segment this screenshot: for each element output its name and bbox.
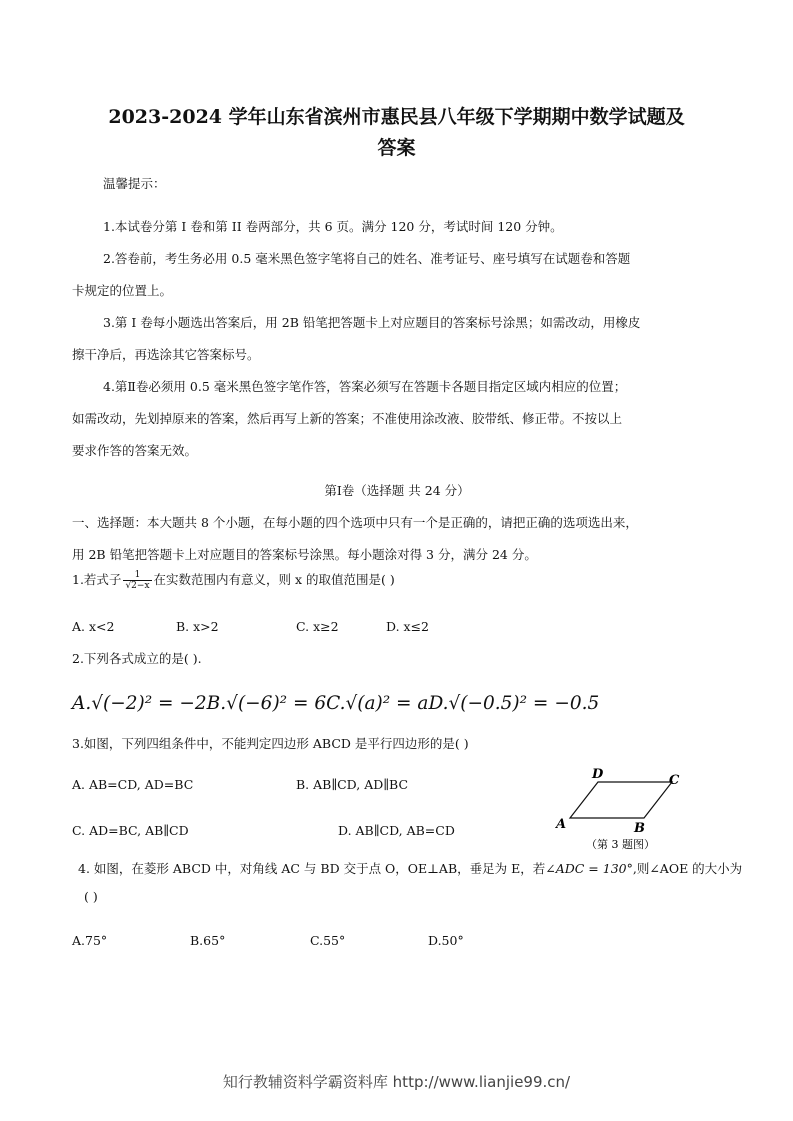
- question-4-angle: ∠ADC = 130°: [545, 861, 633, 876]
- question-1-option-b: B. x>2: [176, 619, 219, 634]
- question-3-option-c: C. AD=BC, AB∥CD: [72, 823, 189, 838]
- tips-item-2-line1: 2.答卷前，考生务必用 0.5 毫米黑色签字笔将自己的姓名、准考证号、座号填写在试题卷和答题: [103, 251, 631, 266]
- vertex-label-c: C: [669, 773, 680, 788]
- question-4-option-c: C.55°: [310, 933, 346, 948]
- question-1-suffix: 在实数范围内有意义，则 x 的取值范围是( ): [153, 572, 395, 587]
- section-intro-line2: 用 2B 铅笔把答题卡上对应题目的答案标号涂黑。每小题涂对得 3 分，满分 24 分。: [72, 547, 537, 562]
- page-footer-watermark: 知行教辅资料学霸资料库 http://www.lianjie99.cn/: [222, 1073, 571, 1091]
- document-title-line2: 答案: [377, 137, 416, 159]
- question-1-option-a: A. x<2: [72, 619, 115, 634]
- figure-caption: （第 3 题图）: [586, 838, 655, 851]
- question-4-stem-a: 4. 如图，在菱形 ABCD 中，对角线 AC 与 BD 交于点 O，OE⊥AB，垂足为 E，若: [78, 861, 546, 876]
- question-4-stem-b: ,则∠AOE 的大小为: [632, 861, 743, 876]
- question-2-stem: 2.下列各式成立的是( ).: [72, 651, 202, 666]
- question-4-answer-paren: ( ): [84, 889, 98, 904]
- vertex-label-b: B: [634, 821, 645, 836]
- parallelogram-shape: [570, 782, 672, 818]
- tips-item-1: 1.本试卷分第 I 卷和第 II 卷两部分，共 6 页。满分 120 分，考试时间 120 分钟。: [103, 219, 563, 234]
- tips-item-2-line2: 卡规定的位置上。: [72, 283, 173, 298]
- fraction-numerator: 1: [123, 570, 151, 581]
- parallelogram-figure: [550, 762, 700, 854]
- question-3-option-d: D. AB∥CD, AB=CD: [338, 823, 455, 838]
- question-3-stem: 3.如图，下列四组条件中，不能判定四边形 ABCD 是平行四边形的是( ): [72, 736, 469, 751]
- tips-heading: 温馨提示：: [103, 176, 166, 191]
- question-4-option-d: D.50°: [428, 933, 464, 948]
- vertex-label-d: D: [592, 767, 604, 782]
- question-4-option-b: B.65°: [190, 933, 226, 948]
- question-1-option-c: C. x≥2: [296, 619, 339, 634]
- question-1-fraction: [123, 570, 151, 591]
- question-2-math-options: A.√(−2)² = −2B.√(−6)² = 6C.√(a)² = aD.√(−0.5)² = −0.5: [72, 693, 600, 714]
- document-title-line1: 2023-2024 学年山东省滨州市惠民县八年级下学期期中数学试题及: [108, 106, 685, 128]
- question-1-option-d: D. x≤2: [386, 619, 429, 634]
- vertex-label-a: A: [556, 817, 567, 832]
- tips-item-4-line1: 4.第Ⅱ卷必须用 0.5 毫米黑色签字笔作答，答案必须写在答题卡各题目指定区域内相应的位置；: [103, 379, 627, 394]
- section-heading: 第Ⅰ卷（选择题 共 24 分）: [324, 483, 470, 498]
- question-4-option-a: A.75°: [72, 933, 108, 948]
- question-4-stem: [78, 860, 742, 878]
- question-3-option-b: B. AB∥CD, AD∥BC: [296, 777, 409, 792]
- section-intro-line1: 一、选择题：本大题共 8 个小题，在每小题的四个选项中只有一个是正确的，请把正确的选项选出来，: [72, 515, 638, 530]
- tips-item-3-line2: 擦干净后，再选涂其它答案标号。: [72, 347, 260, 362]
- question-3-option-a: A. AB=CD, AD=BC: [72, 777, 194, 792]
- fraction-denominator: √2−x: [125, 581, 150, 591]
- tips-item-4-line2: 如需改动，先划掉原来的答案，然后再写上新的答案；不准使用涂改液、胶带纸、修正带。不按以上: [72, 411, 623, 426]
- tips-item-3-line1: 3.第 I 卷每小题选出答案后，用 2B 铅笔把答题卡上对应题目的答案标号涂黑；如需改动，用橡皮: [103, 315, 641, 330]
- question-1-stem: [72, 570, 395, 591]
- tips-item-4-line3: 要求作答的答案无效。: [72, 443, 198, 458]
- question-1-prefix: 1.若式子: [72, 572, 122, 587]
